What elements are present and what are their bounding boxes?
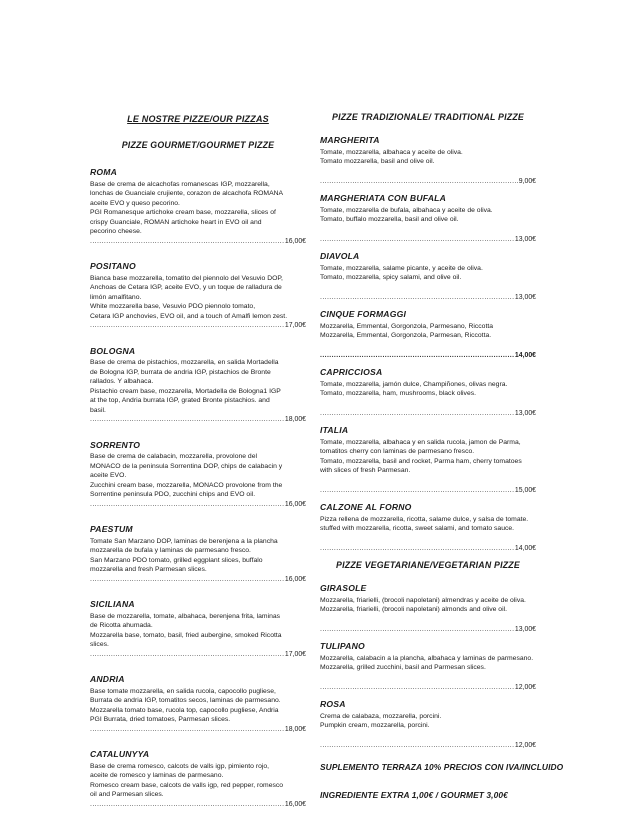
menu-item-price-row bbox=[90, 650, 306, 660]
menu-item-price: 16,00€ bbox=[284, 237, 306, 245]
menu-item-price: 13,00€ bbox=[514, 235, 536, 243]
menu-item bbox=[90, 749, 306, 809]
section-header-gourmet: PIZZE GOURMET/GOURMET PIZZE bbox=[121, 140, 275, 150]
menu-item-price-row bbox=[90, 800, 306, 810]
menu-footer bbox=[320, 762, 570, 800]
menu-item bbox=[90, 599, 306, 659]
description-line: basil. bbox=[90, 406, 106, 414]
description-line: at the top, Andria burrata IGP, grated Bronte pistachios. and bbox=[90, 397, 270, 404]
description-line: Crema de calabaza, mozzarella, porcini. bbox=[320, 712, 442, 720]
menu-item-description bbox=[320, 712, 536, 731]
description-line: crispy Guanciale, ROMAN artichoke heart in EVO oil and bbox=[90, 218, 262, 226]
description-line: aceite EVO y queso pecorino. bbox=[90, 199, 180, 207]
description-line: Pizza rellena de mozzarella, ricotta, salame dulce, y salsa de tomate. bbox=[320, 515, 529, 523]
menu-item-price-row bbox=[90, 237, 306, 247]
menu-item-name: ITALIA bbox=[320, 425, 349, 435]
description-line: Tomate, mozzarella, albahaca y en salida rucola, jamon de Parma, bbox=[320, 438, 521, 446]
description-line: Tomate, mozzarella, jamón dulce, Champiñones, olivas negra. bbox=[320, 380, 508, 388]
menu-item-name: CAPRICCIOSA bbox=[320, 367, 383, 377]
menu-item bbox=[320, 641, 536, 692]
menu-item-price-row bbox=[90, 321, 306, 331]
description-line: Mozzarella tomato base, rucola top, capocollo pugliese, Andria bbox=[90, 706, 279, 714]
menu-item-description bbox=[320, 148, 536, 167]
description-line: Mozzarella, friarielli, (brocoli napoletani) almendras y aceite de oliva. bbox=[320, 596, 526, 604]
description-line: Tomato mozzarella, basil and olive oil. bbox=[320, 158, 435, 165]
description-line: Tomato, mozzarella, spicy salami, and olive oil. bbox=[320, 274, 462, 281]
menu-item-price-row bbox=[90, 575, 306, 585]
description-line: San Marzano PDO tomato, grilled eggplant slices, buffalo bbox=[90, 556, 263, 564]
gourmet-column bbox=[90, 114, 306, 824]
menu-item-name: CINQUE FORMAGGI bbox=[320, 309, 407, 319]
traditional-column bbox=[320, 112, 564, 818]
menu-item-name: PAESTUM bbox=[90, 524, 133, 534]
menu-item-name: BOLOGNA bbox=[90, 345, 136, 356]
menu-item-price-row bbox=[320, 293, 536, 303]
traditional-item-list bbox=[320, 135, 536, 553]
menu-item-description bbox=[90, 452, 306, 500]
dot-leader bbox=[320, 235, 514, 245]
description-line: Base de mozzarella, tomate, albahaca, berenjena frita, laminas bbox=[90, 612, 281, 620]
dot-leader bbox=[90, 575, 284, 585]
description-line: aceite EVO. bbox=[90, 472, 127, 479]
menu-item-price: 12,00€ bbox=[514, 683, 536, 691]
menu-item-description bbox=[320, 264, 536, 283]
description-line: de Bologna IGP, burrata de andria IGP, pistachios de Bronte bbox=[90, 368, 271, 376]
menu-item-price-row bbox=[320, 235, 536, 245]
description-line: MONACO de la peninsula Sorrentina DOP, chips de calabacin y bbox=[90, 462, 283, 470]
description-line: Sorrentine peninsula PDO, zucchini chips and EVO oil. bbox=[90, 491, 256, 498]
description-line: pecorino cheese. bbox=[90, 228, 142, 235]
menu-item-price: 18,00€ bbox=[284, 416, 306, 423]
menu-item-description bbox=[90, 358, 306, 415]
menu-item-description bbox=[320, 654, 536, 673]
description-line: Base tomate mozzarella, en salida rucola, capocollo pugliese, bbox=[90, 687, 276, 695]
menu-item bbox=[320, 135, 536, 186]
description-line: Base de crema de alcachofas romanescas IGP, mozzarella, bbox=[90, 180, 270, 188]
dot-leader bbox=[320, 293, 514, 303]
menu-item-description bbox=[90, 537, 306, 575]
menu-item-price: 18,00€ bbox=[284, 725, 306, 733]
menu-item-price: 16,00€ bbox=[284, 800, 306, 808]
menu-item-name: DIAVOLA bbox=[320, 251, 360, 261]
description-line: Mozzarella, Emmental, Gorgonzola, Parmesan, Riccotta. bbox=[320, 332, 492, 339]
menu-item-price: 14,00€ bbox=[514, 544, 536, 552]
description-line: Zucchini cream base, mozzarella, MONACO provolone from the bbox=[90, 481, 283, 489]
menu-item-name: ANDRIA bbox=[90, 674, 125, 684]
menu-item-name: CALZONE AL FORNO bbox=[320, 502, 412, 512]
description-line: Mozzarella, grilled zucchini, basil and Parmesan slices. bbox=[320, 664, 486, 671]
dot-leader bbox=[320, 486, 514, 496]
menu-item bbox=[320, 502, 536, 553]
menu-item-price-row bbox=[320, 351, 536, 361]
menu-item bbox=[90, 674, 306, 734]
gourmet-item-list bbox=[90, 167, 306, 809]
menu-item-price-row bbox=[320, 683, 536, 693]
description-line: PGI Romanesque artichoke cream base, mozzarella, slices of bbox=[90, 209, 276, 216]
dot-leader bbox=[90, 321, 284, 331]
menu-item-price-row bbox=[320, 177, 536, 187]
menu-item-description bbox=[90, 687, 306, 725]
menu-item bbox=[320, 309, 536, 360]
menu-item-price-row bbox=[320, 409, 536, 419]
menu-item-description bbox=[90, 274, 306, 322]
description-line: tomatitos cherry con laminas de parmesano fresco. bbox=[320, 448, 475, 455]
dot-leader bbox=[90, 500, 284, 510]
menu-item bbox=[90, 167, 306, 246]
description-line: Base de crema de calabacin, mozzarella, provolone del bbox=[90, 453, 257, 460]
menu-item-price-row bbox=[90, 500, 306, 510]
section-header-vegetarian: PIZZE VEGETARIANE/VEGETARIAN PIZZE bbox=[336, 560, 520, 570]
menu-item-price: 13,00€ bbox=[514, 625, 536, 633]
description-line: Anchoas de Cetara IGP, aceite EVO, y un toque de ralladura de bbox=[90, 284, 282, 291]
menu-item-description bbox=[320, 322, 536, 341]
menu-item-name: MARGHERITA bbox=[320, 135, 380, 145]
dot-leader bbox=[90, 725, 284, 735]
menu-item-price: 12,00€ bbox=[514, 741, 536, 749]
vegetarian-item-list bbox=[320, 583, 536, 750]
menu-item bbox=[90, 261, 306, 331]
description-line: Cetara IGP anchovies, EVO oil, and a touch of Amalfi lemon zest. bbox=[90, 312, 288, 320]
menu-item-name: GIRASOLE bbox=[320, 583, 367, 593]
menu-item-description bbox=[90, 612, 306, 650]
menu-item-name: SORRENTO bbox=[90, 439, 141, 450]
menu-item-price: 9,00€ bbox=[518, 177, 536, 185]
description-line: limón amalfitano. bbox=[90, 293, 142, 301]
menu-item-price-row bbox=[320, 486, 536, 496]
menu-item bbox=[90, 524, 306, 584]
description-line: de Ricotta ahumada. bbox=[90, 622, 153, 629]
description-line: Mozzarella, Emmental, Gorgonzola, Parmesano, Riccotta bbox=[320, 322, 494, 330]
description-line: Mozzarella base, tomato, basil, fried aubergine, smoked Ricotta bbox=[90, 631, 282, 639]
description-line: PGI Burrata, dried tomatoes, Parmesan slices. bbox=[90, 716, 231, 723]
menu-item-description bbox=[90, 180, 306, 237]
menu-item bbox=[90, 346, 306, 425]
description-line: Burrata de andria IGP, tomatitos secos, laminas de parmesano. bbox=[90, 697, 281, 704]
description-line: Tomate San Marzano DOP, laminas de berenjena a la plancha bbox=[90, 537, 278, 545]
description-line: Base de crema romesco, calcots de valls igp, pimiento rojo, bbox=[90, 762, 270, 770]
menu-item bbox=[320, 193, 536, 244]
menu-item-price: 14,00€ bbox=[514, 351, 536, 359]
description-line: mozzarella de bufala y laminas de parmesano fresco. bbox=[90, 547, 251, 554]
menu-item-price-row bbox=[90, 725, 306, 735]
menu-item-price: 15,00€ bbox=[514, 486, 536, 494]
menu-item-description bbox=[320, 206, 536, 225]
menu-item bbox=[320, 699, 536, 750]
description-line: Tomate, mozzarella de bufala, albahaca y aceite de oliva. bbox=[320, 206, 493, 214]
menu-item-price: 16,00€ bbox=[284, 575, 306, 583]
description-line: stuffed with mozzarella, ricotta, sweet salami, and tomato sauce. bbox=[320, 525, 515, 532]
menu-item bbox=[90, 440, 306, 510]
extra-ingredient-note: INGREDIENTE EXTRA 1,00€ / GOURMET 3,00€ bbox=[320, 790, 508, 800]
menu-title: LE NOSTRE PIZZE/OUR PIZZAS bbox=[127, 114, 269, 124]
description-line: Pistachio cream base, mozzarella, Mortadella de Bologna1 IGP bbox=[90, 387, 281, 395]
description-line: aceite de romesco y laminas de parmesano. bbox=[90, 772, 224, 779]
menu-item-name: POSITANO bbox=[90, 261, 136, 271]
menu-item-price: 13,00€ bbox=[514, 409, 536, 417]
menu-item-price-row bbox=[320, 741, 536, 751]
menu-item-price: 16,00€ bbox=[284, 500, 306, 508]
description-line: Tomato, buffalo mozzarella, basil and olive oil. bbox=[320, 216, 459, 223]
description-line: Mozzarella, friarielli, (brocoli napoletani) almonds and olive oil. bbox=[320, 606, 508, 613]
menu-item-name: CATALUNYYA bbox=[90, 749, 150, 759]
menu-item-name: TULIPANO bbox=[320, 641, 365, 651]
menu-item-description bbox=[320, 515, 536, 534]
menu-item-description bbox=[320, 596, 536, 615]
menu-item-description bbox=[320, 438, 536, 476]
description-line: rallados. Y albahaca. bbox=[90, 378, 154, 385]
dot-leader bbox=[90, 650, 284, 660]
menu-item-name: MARGHERIATA CON BUFALA bbox=[320, 193, 446, 203]
dot-leader bbox=[320, 683, 514, 693]
description-line: lonchas de Guanciale crujiente, corazon de alcachofa ROMANA bbox=[90, 190, 284, 197]
description-line: Pumpkin cream, mozzarella, porcini. bbox=[320, 722, 430, 729]
terrace-supplement-note: SUPLEMENTO TERRAZA 10% PRECIOS CON IVA/INCLUIDO bbox=[320, 762, 564, 772]
description-line: Bianca base mozzarella, tomatito del piennolo del Vesuvio DOP, bbox=[90, 274, 283, 282]
section-header-traditional: PIZZE TRADIZIONALE/ TRADITIONAL PIZZE bbox=[332, 112, 524, 122]
description-line: Base de crema de pistachios, mozzarella, en salida Mortadella bbox=[90, 359, 279, 366]
menu-item-price: 17,00€ bbox=[284, 322, 306, 329]
menu-item bbox=[320, 251, 536, 302]
description-line: with slices of fresh Parmesan. bbox=[320, 467, 411, 474]
menu-item-price-row bbox=[320, 544, 536, 554]
menu-item bbox=[320, 425, 536, 495]
description-line: oil and Parmesan slices. bbox=[90, 791, 164, 798]
menu-item-price: 13,00€ bbox=[514, 293, 536, 301]
dot-leader bbox=[90, 415, 284, 425]
menu-item-price: 17,00€ bbox=[284, 650, 306, 658]
description-line: mozzarella and fresh Parmesan slices. bbox=[90, 566, 207, 573]
description-line: Tomate, mozzarella, salame picante, y aceite de oliva. bbox=[320, 264, 483, 272]
dot-leader bbox=[90, 800, 284, 810]
dot-leader bbox=[90, 237, 284, 247]
dot-leader bbox=[320, 625, 514, 635]
dot-leader bbox=[320, 351, 514, 361]
description-line: Romesco cream base, calcots de valls igp, red pepper, romesco bbox=[90, 781, 284, 789]
menu-item bbox=[320, 583, 536, 634]
menu-item-description bbox=[90, 762, 306, 800]
menu-item-name: ROSA bbox=[320, 699, 346, 709]
dot-leader bbox=[320, 177, 518, 187]
menu-item-name: SICILIANA bbox=[90, 599, 135, 609]
menu-item-description bbox=[320, 380, 536, 399]
description-line: slices. bbox=[90, 641, 109, 648]
dot-leader bbox=[320, 741, 514, 751]
menu-item-price-row bbox=[320, 625, 536, 635]
description-line: Tomate, mozzarella, albahaca y aceite de oliva. bbox=[320, 148, 463, 156]
menu-item-price-row bbox=[90, 415, 306, 425]
dot-leader bbox=[320, 544, 514, 554]
menu-item bbox=[320, 367, 536, 418]
description-line: Tomato, mozzarella, ham, mushrooms, black olives. bbox=[320, 390, 477, 397]
dot-leader bbox=[320, 409, 514, 419]
menu-item-name: ROMA bbox=[90, 167, 118, 177]
description-line: Mozzarella, calabacin a la plancha, albahaca y laminas de parmesano. bbox=[320, 654, 534, 662]
description-line: White mozzarella base, Vesuvio PDO piennolo tomato, bbox=[90, 303, 256, 310]
description-line: Tomato, mozzarella, basil and rocket, Parma ham, cherry tomatoes bbox=[320, 457, 522, 465]
